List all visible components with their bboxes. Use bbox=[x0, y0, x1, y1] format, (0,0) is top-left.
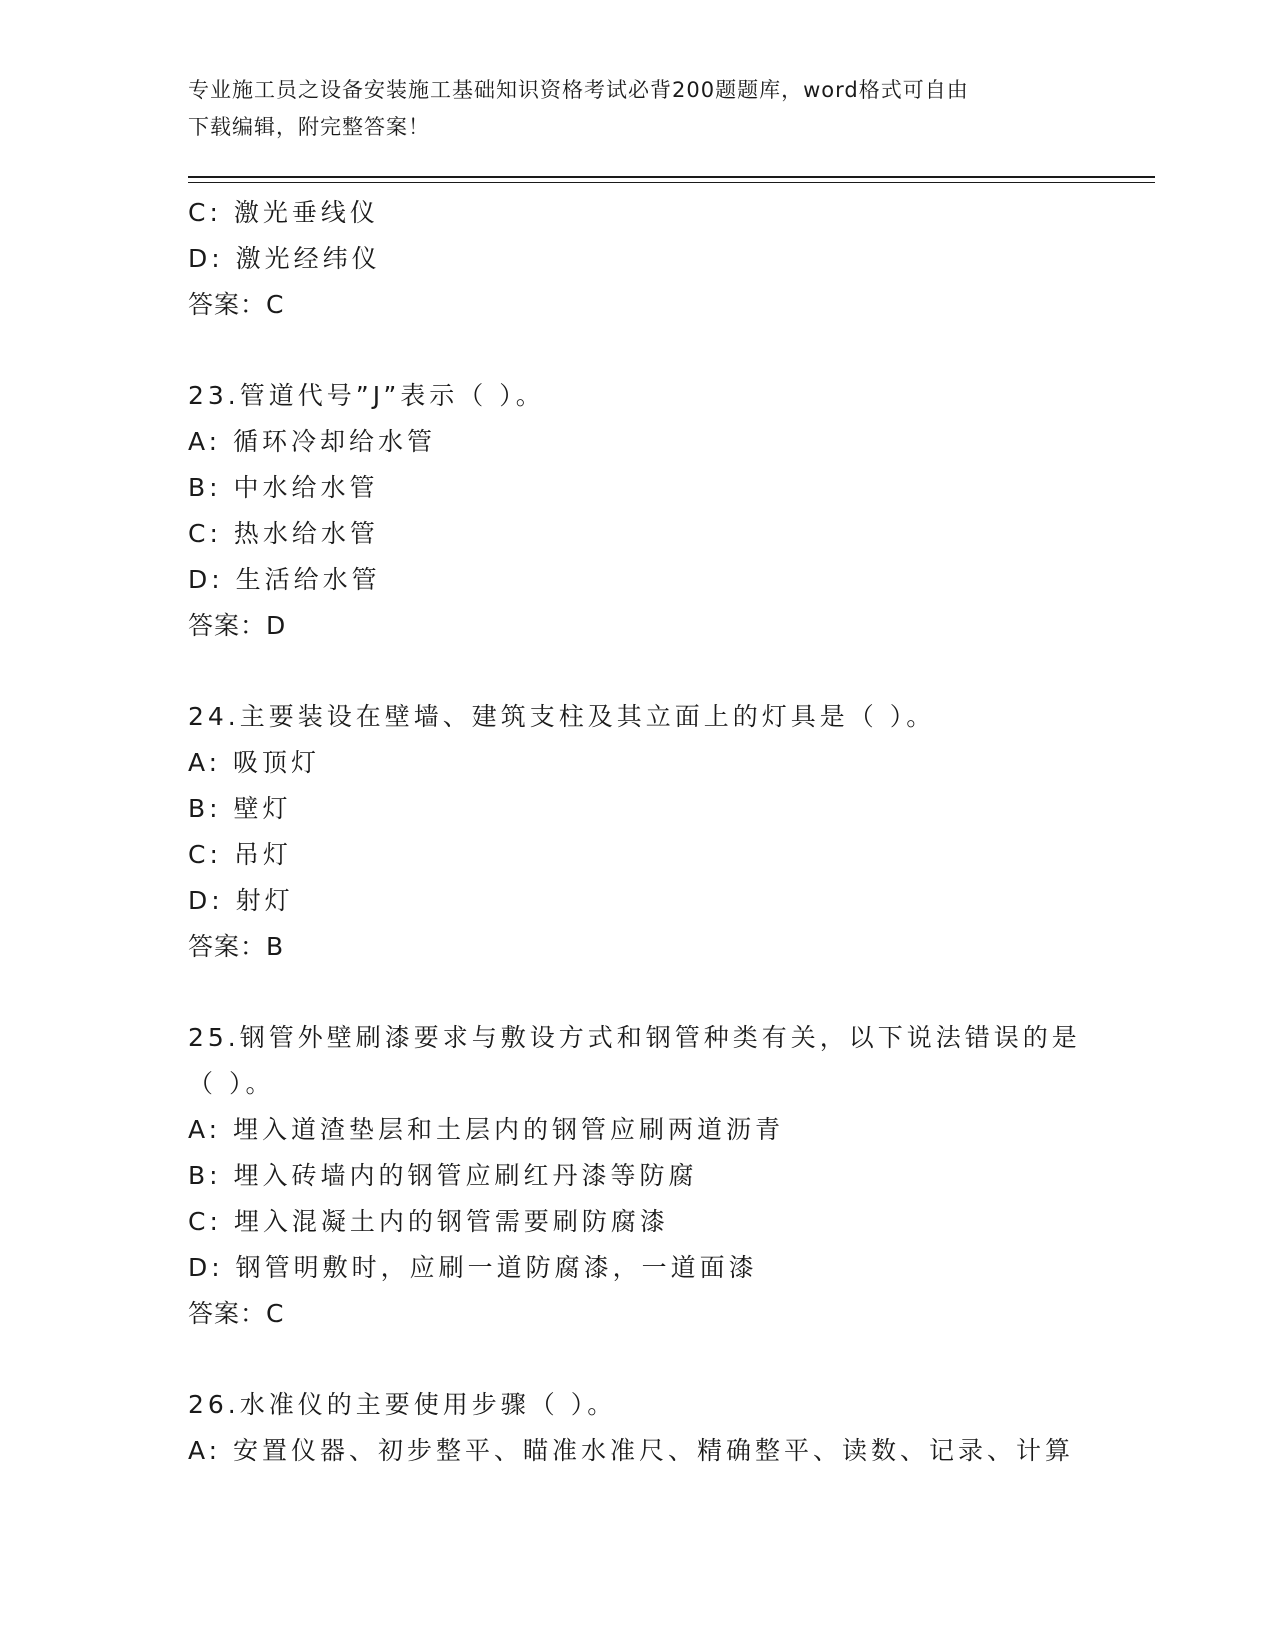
question-stem bbox=[188, 373, 1088, 419]
answer-line: 答案：C bbox=[188, 290, 285, 319]
option-a: A: 埋入道渣垫层和土层内的钢管应刷两道沥青 bbox=[188, 1115, 785, 1144]
header-divider-thin bbox=[188, 182, 1155, 183]
header-divider-thick bbox=[188, 176, 1155, 178]
option-d: D: 激光经纬仪 bbox=[188, 244, 381, 273]
option-c: C: 埋入混凝土内的钢管需要刷防腐漆 bbox=[188, 1207, 669, 1236]
option-b: B: 壁灯 bbox=[188, 794, 292, 823]
question-stem-text: 25.钢管外壁刷漆要求与敷设方式和钢管种类有关，以下说法错误的是 bbox=[188, 1023, 1081, 1052]
option-a: A: 循环冷却给水管 bbox=[188, 427, 437, 456]
answer-line: 答案：D bbox=[188, 611, 287, 640]
question-stem bbox=[188, 1382, 1088, 1428]
option-a: A: 安置仪器、初步整平、瞄准水准尺、精确整平、读数、记录、计算 bbox=[188, 1436, 1075, 1465]
question-stem-continuation: （ ）。 bbox=[188, 1069, 275, 1098]
option-c: C: 吊灯 bbox=[188, 840, 292, 869]
question-block-23 bbox=[188, 373, 1088, 649]
answer-line: 答案：C bbox=[188, 1299, 285, 1328]
option-c: C: 热水给水管 bbox=[188, 519, 379, 548]
document-header bbox=[188, 72, 1068, 146]
header-title-line1: 专业施工员之设备安装施工基础知识资格考试必背200题题库，word格式可自由 bbox=[188, 78, 969, 102]
question-stem bbox=[188, 694, 1088, 740]
option-b: B: 中水给水管 bbox=[188, 473, 379, 502]
option-c: C: 激光垂线仪 bbox=[188, 198, 379, 227]
option-b: B: 埋入砖墙内的钢管应刷红丹漆等防腐 bbox=[188, 1161, 698, 1190]
previous-question-tail bbox=[188, 190, 1088, 328]
header-title-line2: 下载编辑，附完整答案！ bbox=[188, 115, 430, 139]
question-stem-text: 24.主要装设在壁墙、建筑支柱及其立面上的灯具是（ ）。 bbox=[188, 702, 936, 731]
question-stem-text: 23.管道代号”J”表示（ ）。 bbox=[188, 381, 545, 410]
answer-line: 答案：B bbox=[188, 932, 285, 961]
question-stem-text: 26.水准仪的主要使用步骤（ ）。 bbox=[188, 1390, 617, 1419]
question-block-26 bbox=[188, 1382, 1088, 1474]
option-d: D: 射灯 bbox=[188, 886, 294, 915]
option-d: D: 生活给水管 bbox=[188, 565, 381, 594]
question-list bbox=[188, 190, 1088, 1474]
option-d: D: 钢管明敷时，应刷一道防腐漆，一道面漆 bbox=[188, 1253, 758, 1282]
option-a: A: 吸顶灯 bbox=[188, 748, 321, 777]
question-block-25 bbox=[188, 1015, 1088, 1337]
question-block-24 bbox=[188, 694, 1088, 970]
question-stem bbox=[188, 1015, 1088, 1107]
